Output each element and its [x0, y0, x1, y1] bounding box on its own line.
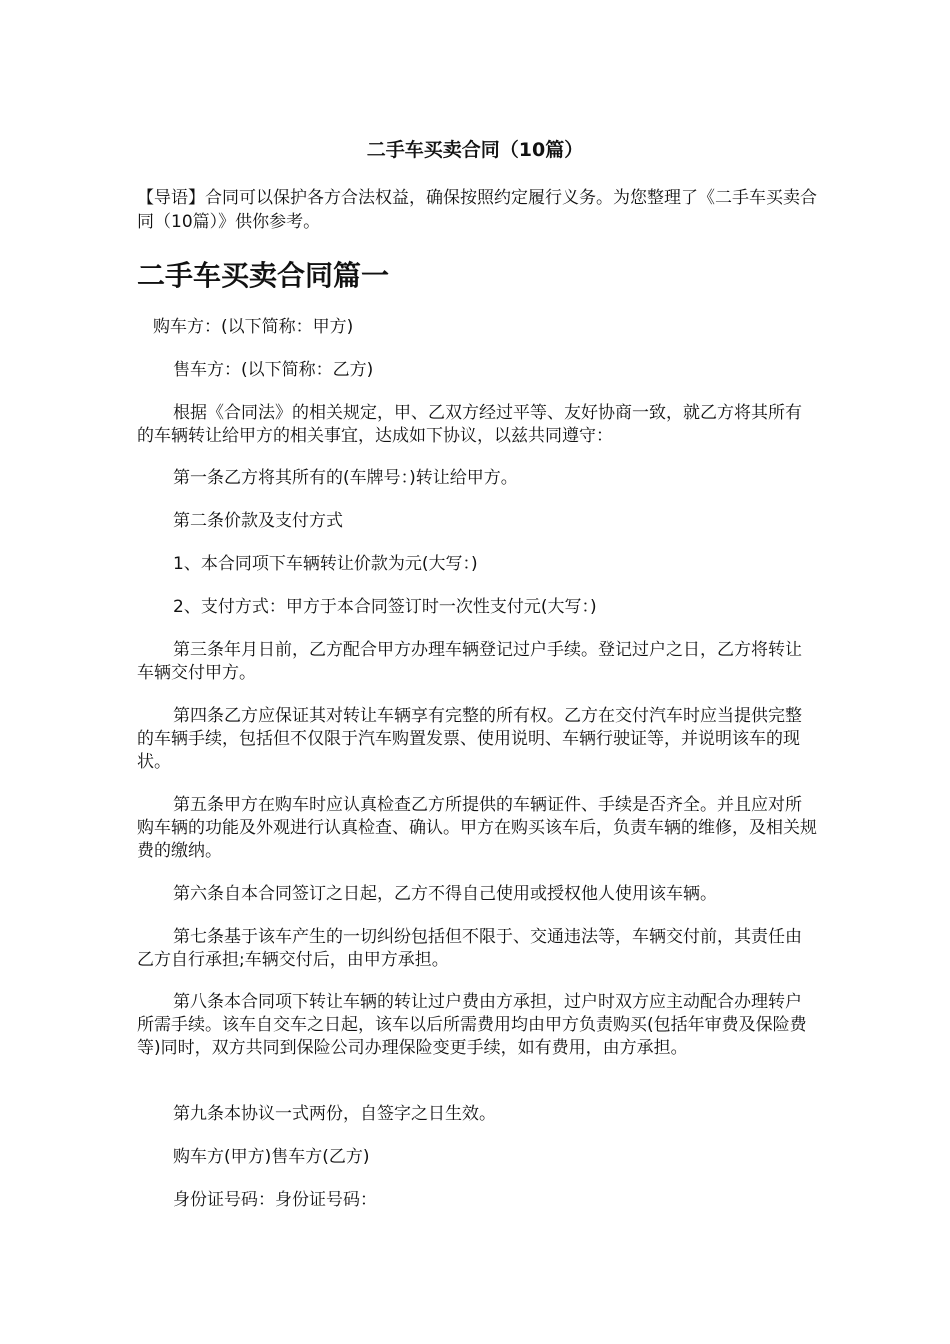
- contract-preamble: 根据《合同法》的相关规定，甲、乙双方经过平等、友好协商一致，就乙方将其所有的车辆转让给甲方的相关事宜，达成如下协议，以兹共同遵守：: [137, 403, 802, 446]
- buyer-line: 购车方：(以下简称：甲方): [153, 317, 354, 337]
- clause-7: 第七条基于该车产生的一切纠纷包括但不限于、交通违法等，车辆交付前，其责任由乙方自行承担;车辆交付后，由甲方承担。: [137, 927, 802, 970]
- clause-2-item-2: 2、支付方式：甲方于本合同签订时一次性支付元(大写：): [173, 597, 597, 617]
- signature-parties: 购车方(甲方)售车方(乙方): [173, 1147, 370, 1167]
- clause-4: 第四条乙方应保证其对转让车辆享有完整的所有权。乙方在交付汽车时应当提供完整的车辆手续，包括但不仅限于汽车购置发票、使用说明、车辆行驶证等，并说明该车的现状。: [137, 706, 802, 772]
- document-title: 二手车买卖合同（10篇）: [366, 139, 584, 161]
- clause-9: 第九条本协议一式两份，自签字之日生效。: [173, 1104, 496, 1124]
- id-number-line: 身份证号码：身份证号码：: [173, 1190, 377, 1210]
- clause-1: 第一条乙方将其所有的(车牌号：)转让给甲方。: [173, 468, 518, 488]
- clause-2: 第二条价款及支付方式: [173, 511, 343, 531]
- clause-5: 第五条甲方在购车时应认真检查乙方所提供的车辆证件、手续是否齐全。并且应对所购车辆的功能及外观进行认真检查、确认。甲方在购买该车后，负责车辆的维修，及相关规费的缴纳。: [137, 795, 817, 861]
- clause-8: 第八条本合同项下转让车辆的转让过户费由方承担，过户时双方应主动配合办理转户所需手续。该车自交车之日起，该车以后所需费用均由甲方负责购买(包括年审费及保险费等)同时，双方共同到保险公司办理保险变更手续，如有费用，由方承担。: [137, 992, 807, 1058]
- clause-3: 第三条年月日前，乙方配合甲方办理车辆登记过户手续。登记过户之日，乙方将转让车辆交付甲方。: [137, 640, 802, 683]
- clause-6: 第六条自本合同签订之日起，乙方不得自己使用或授权他人使用该车辆。: [173, 884, 717, 904]
- clause-2-item-1: 1、本合同项下车辆转让价款为元(大写：): [173, 554, 478, 574]
- seller-line: 售车方：(以下简称：乙方): [173, 360, 374, 380]
- section-heading: 二手车买卖合同篇一: [137, 259, 390, 292]
- intro-paragraph: 【导语】合同可以保护各方合法权益，确保按照约定履行义务。为您整理了《二手车买卖合同（10篇）》供你参考。: [137, 188, 817, 232]
